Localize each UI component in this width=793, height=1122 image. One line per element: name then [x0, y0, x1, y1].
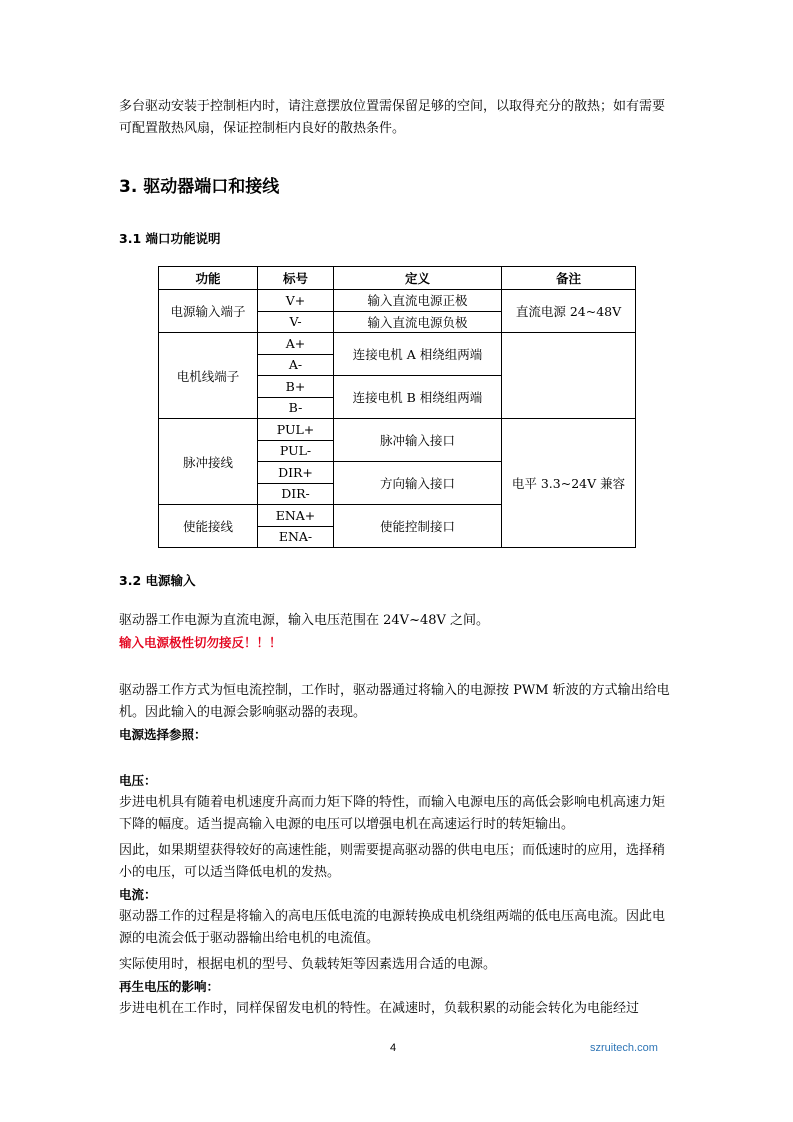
motor-note-cell: [502, 333, 636, 419]
label-cell: PUL+: [258, 419, 334, 441]
pulse-group-cell: 脉冲接线: [159, 419, 258, 505]
regen-title: 再生电压的影响：: [119, 979, 220, 994]
label-cell: B-: [258, 397, 334, 419]
label-cell: A-: [258, 354, 334, 376]
section-3-2-title: 3.2 电源输入: [119, 573, 196, 588]
label-cell: B+: [258, 376, 334, 398]
label-cell: PUL-: [258, 440, 334, 462]
table-row: [159, 419, 636, 441]
definition-cell: 脉冲输入接口: [334, 419, 502, 462]
label-cell: A+: [258, 333, 334, 355]
power-group-cell: 电源输入端子: [159, 290, 258, 333]
label-cell: DIR+: [258, 462, 334, 484]
polarity-warning: 输入电源极性切勿接反！！！: [119, 635, 282, 650]
current-title: 电流：: [119, 887, 157, 902]
section-3-title: 3. 驱动器端口和接线: [119, 177, 280, 197]
regen-paragraph: 步进电机在工作时，同样保留发电机的特性。在减速时，负载积累的动能会转化为电能经过: [119, 1001, 640, 1016]
enable-group-cell: 使能接线: [159, 505, 258, 548]
power-selection-title: 电源选择参照：: [119, 727, 207, 742]
footer-site-link[interactable]: szruitech.com: [590, 1042, 658, 1054]
definition-cell: 连接电机 A 相绕组两端: [334, 333, 502, 376]
motor-group-cell: 电机线端子: [159, 333, 258, 419]
header-definition: 定义: [334, 267, 502, 290]
label-cell: DIR-: [258, 483, 334, 505]
definition-cell: 连接电机 B 相绕组两端: [334, 376, 502, 419]
label-cell: V+: [258, 290, 334, 312]
pwm-description: 驱动器工作方式为恒电流控制，工作时，驱动器通过将输入的电源按 PWM 斩波的方式输出给电机。因此输入的电源会影响驱动器的表现。: [119, 683, 670, 720]
header-note: 备注: [502, 267, 636, 290]
signal-note-cell: 电平 3.3~24V 兼容: [502, 419, 636, 548]
definition-cell: 方向输入接口: [334, 462, 502, 505]
table-header-row: [159, 267, 636, 290]
intro-paragraph: 多台驱动安装于控制柜内时，请注意摆放位置需保留足够的空间，以取得充分的散热；如有需要可配置散热风扇，保证控制柜内良好的散热条件。: [119, 99, 666, 136]
table-row: [159, 290, 636, 312]
power-description: 驱动器工作电源为直流电源，输入电压范围在 24V~48V 之间。: [119, 613, 490, 628]
header-function: 功能: [159, 267, 258, 290]
port-function-table: [158, 266, 636, 548]
label-cell: ENA+: [258, 505, 334, 527]
power-note-cell: 直流电源 24~48V: [502, 290, 636, 333]
label-cell: V-: [258, 311, 334, 333]
label-cell: ENA-: [258, 526, 334, 548]
current-paragraph-1: 驱动器工作的过程是将输入的高电压低电流的电源转换成电机绕组两端的低电压高电流。因此电源的电流会低于驱动器输出给电机的电流值。: [119, 909, 666, 946]
page-number: 4: [390, 1042, 397, 1054]
voltage-paragraph-2: 因此，如果期望获得较好的高速性能，则需要提高驱动器的供电电压；而低速时的应用，选择稍小的电压，可以适当降低电机的发热。: [119, 843, 666, 880]
definition-cell: 输入直流电源正极: [334, 290, 502, 312]
table-row: [159, 333, 636, 355]
definition-cell: 使能控制接口: [334, 505, 502, 548]
definition-cell: 输入直流电源负极: [334, 311, 502, 333]
section-3-1-title: 3.1 端口功能说明: [119, 231, 221, 246]
header-label: 标号: [258, 267, 334, 290]
current-paragraph-2: 实际使用时，根据电机的型号、负载转矩等因素选用合适的电源。: [119, 957, 497, 972]
voltage-title: 电压：: [119, 773, 157, 788]
voltage-paragraph-1: 步进电机具有随着电机速度升高而力矩下降的特性，而输入电源电压的高低会影响电机高速力矩下降的幅度。适当提高输入电源的电压可以增强电机在高速运行时的转矩输出。: [119, 795, 666, 832]
